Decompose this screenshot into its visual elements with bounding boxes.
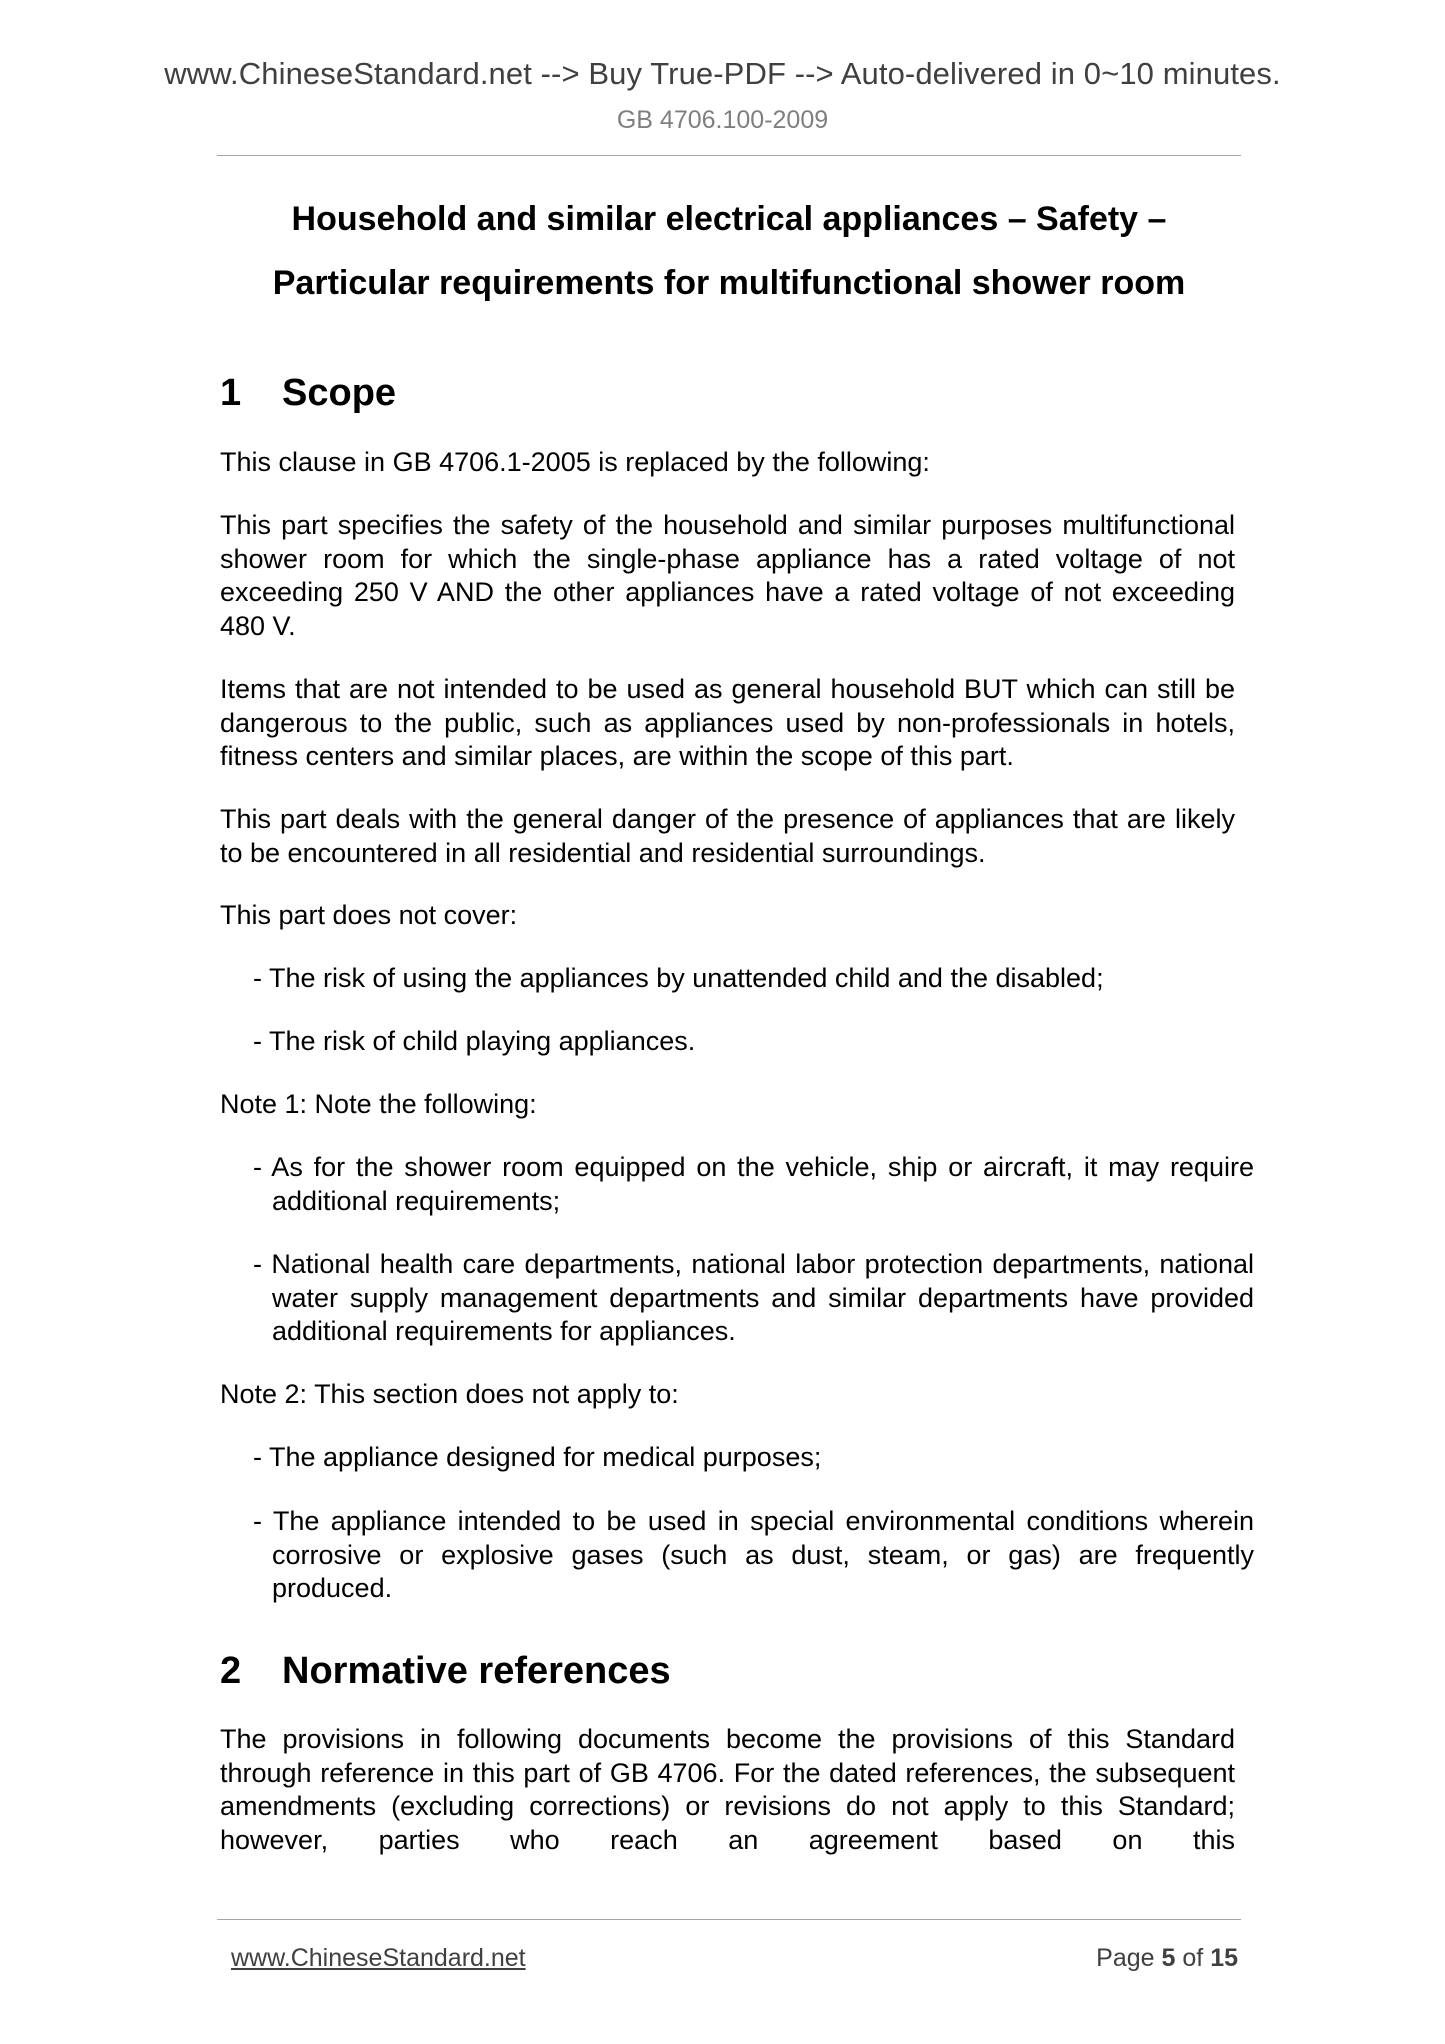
document-title-line-2: Particular requirements for multifunctional shower room [272, 264, 1186, 302]
list-item: - National health care departments, national labor protection departments, national water supply management departments and similar departments have provided additional requirements for appliances. [253, 1249, 1254, 1346]
list-item: - As for the shower room equipped on the vehicle, ship or aircraft, it may require additional requirements; [253, 1152, 1254, 1216]
paragraph: This clause in GB 4706.1-2005 is replaced by the following: [220, 447, 930, 477]
section-number: 1 [220, 372, 242, 414]
page-prefix: Page [1096, 1944, 1155, 1972]
paragraph: This part specifies the safety of the household and similar purposes multifunctional shower room for which the single-phase appliance has a rated voltage of not exceeding 250 V AND the other appliances have a rated voltage of not exceeding 480 V. [220, 510, 1235, 641]
paragraph: This part deals with the general danger of the presence of appliances that are likely to be encountered in all residential and residential surroundings. [220, 804, 1235, 868]
paragraph: The provisions in following documents become the provisions of this Standard through reference in this part of GB 4706. For the dated references, the subsequent amendments (excluding corrections) or revisions do not apply to this Standard; however, parties who reach an agreement based on this [220, 1724, 1235, 1855]
list-item: - The risk of using the appliances by unattended child and the disabled; [253, 963, 1104, 993]
list-item: - The risk of child playing appliances. [253, 1026, 696, 1056]
footer-website-link[interactable]: www.ChineseStandard.net [231, 1944, 526, 1972]
page-total: 15 [1210, 1944, 1238, 1972]
document-title-line-1: Household and similar electrical appliances – Safety – [291, 200, 1167, 238]
header-divider [217, 155, 1241, 156]
section-1-heading [220, 372, 396, 415]
section-2-heading [220, 1650, 671, 1693]
list-item: - The appliance designed for medical purposes; [253, 1442, 822, 1472]
paragraph: This part does not cover: [220, 900, 518, 930]
note-label: Note 2: This section does not apply to: [220, 1379, 679, 1409]
section-title: Scope [282, 372, 397, 414]
paragraph: Items that are not intended to be used as general household BUT which can still be dangerous to the public, such as appliances used by non-professionals in hotels, fitness centers and similar places, are within the scope of this part. [220, 674, 1235, 771]
section-title: Normative references [282, 1650, 671, 1692]
footer-divider [217, 1919, 1241, 1920]
list-item: - The appliance intended to be used in special environmental conditions wherein corrosive or explosive gases (such as dust, steam, or gas) are frequently produced. [253, 1506, 1254, 1603]
header-banner: www.ChineseStandard.net --> Buy True-PDF --> Auto-delivered in 0~10 minutes. [164, 56, 1281, 91]
section-number: 2 [220, 1650, 242, 1692]
page-number [1096, 1944, 1238, 1973]
page-of: of [1182, 1944, 1204, 1972]
standard-code: GB 4706.100-2009 [616, 106, 829, 134]
page-current: 5 [1161, 1944, 1176, 1972]
note-label: Note 1: Note the following: [220, 1089, 537, 1119]
